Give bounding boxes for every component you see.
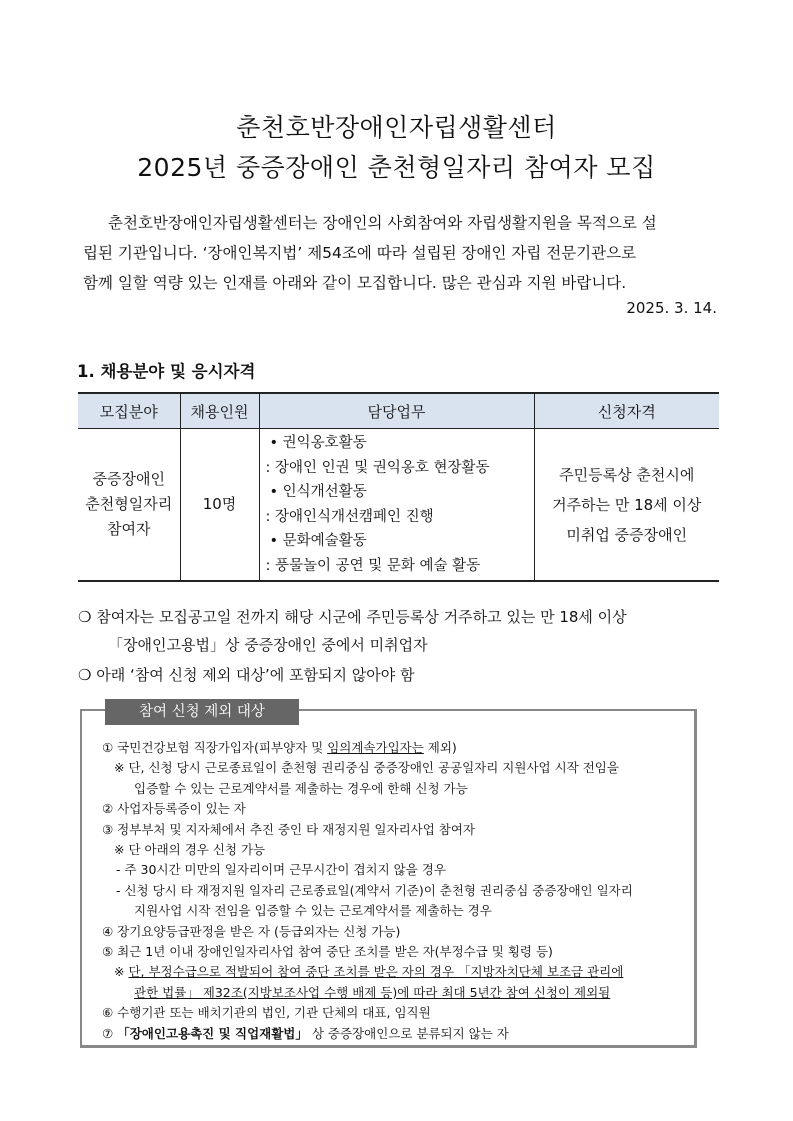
exclusion-item: ② 사업자등록증이 있는 자 <box>102 801 246 817</box>
duty-line: • 인식개선활동 <box>269 484 367 500</box>
exclusion-item: ※ 단, 신청 당시 근로종료일이 춘천형 권리중심 중증장애인 공공일자리 지원사업 시작 전임을 <box>114 760 619 776</box>
duty-line: : 풍물놀이 공연 및 문화 예술 활동 <box>265 557 481 574</box>
duties-cell <box>259 429 534 582</box>
exclusion-item: ※ 단 아래의 경우 신청 가능 <box>114 842 266 858</box>
exclusion-item <box>102 962 687 982</box>
exclusion-text: ① 국민건강보험 직장가입자(피부양자 및 <box>102 740 328 755</box>
field-cell <box>78 429 180 582</box>
exclusion-item: ⑤ 최근 1년 이내 장애인일자리사업 참여 중단 조치를 받은 자(부정수급 및 횡령 등) <box>102 944 553 960</box>
table-header-cell: 채용인원 <box>180 393 259 429</box>
qualification-cell <box>534 429 719 582</box>
exclusion-text: ※ <box>114 964 129 980</box>
page-subtitle: 2025년 중증장애인 춘천형일자리 참여자 모집 <box>137 153 656 182</box>
intro-line: 함께 일할 역량 있는 인재를 아래와 같이 모집합니다. 많은 관심과 지원 바랍니다. <box>83 274 627 292</box>
exclusion-text-underlined: 관한 법률」 제32조(지방보조사업 수행 배제 등)에 따라 최대 5년간 참여 신청이 제외됨 <box>134 984 611 1000</box>
exclusion-text-bold: 「장애인고용촉진 및 직업재활법」 <box>117 1025 308 1041</box>
exclusion-item: - 주 30시간 미만의 일자리이며 근무시간이 겹치지 않을 경우 <box>116 862 446 878</box>
exclusion-item: ③ 정부부처 및 지자체에서 추진 중인 타 재정지원 일자리사업 참여자 <box>102 821 475 837</box>
note-item: ❍ 아래 ‘참여 신청 제외 대상’에 포함되지 않아야 함 <box>78 666 415 684</box>
intro-line: 춘천호반장애인자립생활센터는 장애인의 사회참여와 자립생활지원을 목적으로 설 <box>108 214 657 232</box>
exclusion-text: 상 중증장애인으로 분류되지 않는 자 <box>307 1025 509 1041</box>
qualification-line: 거주하는 만 18세 이상 <box>552 495 702 514</box>
duty-line: : 장애인 인권 및 권익옹호 현장활동 <box>265 459 490 476</box>
exclusion-text-underlined: 단, 부정수급으로 적발되어 참여 중단 조치를 받은 자의 경우 「지방자치단체 보조금 관리에 <box>128 964 624 980</box>
table-header-cell: 모집분야 <box>78 393 180 429</box>
exclusion-item: 지원사업 시작 전임을 입증할 수 있는 근로계약서를 제출하는 경우 <box>134 903 492 919</box>
table-header-cell: 신청자격 <box>534 393 719 429</box>
exclusion-item: ⑥ 수행기관 또는 배치기관의 법인, 기관 단체의 대표, 임직원 <box>102 1005 431 1021</box>
page-title: 춘천호반장애인자립생활센터 <box>236 113 557 142</box>
table-header-row <box>78 393 719 429</box>
note-item: 「장애인고용법」상 중증장애인 중에서 미취업자 <box>108 636 428 654</box>
field-line: 참여자 <box>107 520 151 538</box>
exclusion-text-underlined: 임의계속가입자는 <box>327 740 424 755</box>
intro-line: 립된 기관입니다. ‘장애인복지법’ 제54조에 따라 설립된 장애인 자립 전문기관으로 <box>83 244 637 262</box>
duty-line: : 장애인식개선캠페인 진행 <box>265 508 434 525</box>
recruit-table <box>78 392 719 582</box>
exclusion-text: 제외) <box>423 740 457 755</box>
field-line: 춘천형일자리 <box>85 495 173 513</box>
notice-date: 2025. 3. 14. <box>626 299 717 317</box>
duty-line: • 문화예술활동 <box>269 533 367 549</box>
exclusion-item: ④ 장기요양등급판정을 받은 자 (등급외자는 신청 가능) <box>102 923 401 939</box>
exclusion-text: ⑦ <box>102 1025 118 1041</box>
exclusion-list <box>102 738 687 1044</box>
table-row <box>78 429 719 582</box>
exclusion-item: - 신청 당시 타 재정지원 일자리 근로종료일(계약서 기준)이 춘천형 권리중심 중증장애인 일자리 <box>116 882 633 898</box>
section-heading: 1. 채용분야 및 응시자격 <box>77 362 256 381</box>
qualification-line: 주민등록상 춘천시에 <box>559 465 695 484</box>
exclusion-item <box>102 1024 687 1044</box>
note-item: ❍ 참여자는 모집공고일 전까지 해당 시군에 주민등록상 거주하고 있는 만 18세 이상 <box>78 608 627 626</box>
exclusion-item <box>102 983 687 1003</box>
duty-line: • 권익옹호활동 <box>269 435 367 451</box>
exclusion-item <box>102 738 687 758</box>
qualification-line: 미취업 중증장애인 <box>566 525 688 544</box>
table-header-cell: 담당업무 <box>259 393 534 429</box>
field-line: 중증장애인 <box>92 470 165 488</box>
exclusion-box-label: 참여 신청 제외 대상 <box>105 699 299 725</box>
intro-paragraph <box>83 208 718 298</box>
count-cell: 10명 <box>180 429 259 582</box>
exclusion-item: 입증할 수 있는 근로계약서를 제출하는 경우에 한해 신청 가능 <box>134 780 468 796</box>
